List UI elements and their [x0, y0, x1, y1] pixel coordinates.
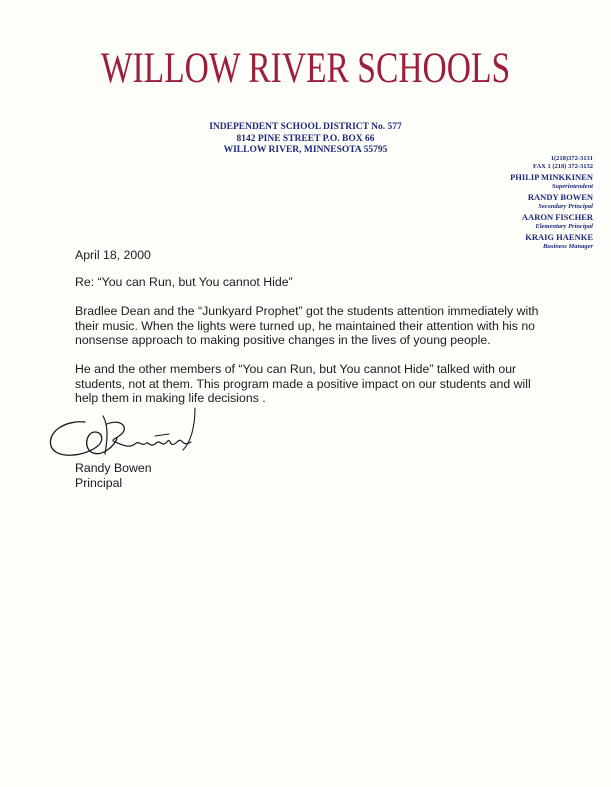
phone-number: 1(218)372-3131: [550, 155, 593, 162]
handwritten-signature: [45, 402, 225, 466]
staff-name: RANDY BOWEN: [527, 192, 593, 202]
signer-title: Principal: [75, 476, 123, 490]
district-address-block: [0, 122, 611, 157]
staff-role: Secondary Principal: [538, 203, 593, 210]
staff-name: KRAIG HAENKE: [525, 232, 593, 242]
district-line: INDEPENDENT SCHOOL DISTRICT No. 577: [209, 122, 402, 132]
fax-number: FAX 1 (218) 372-3132: [533, 163, 593, 170]
letter-paragraph-1: Bradlee Dean and the “Junkyard Prophet” got the students attention immediately with their music. When the lights were turned up, he maintained their attention with his no nonsense approach to making positive changes in the lives of young people.: [75, 304, 539, 347]
signer-name: Randy Bowen: [75, 461, 152, 475]
staff-role: Superintendent: [551, 183, 593, 190]
staff-role: Business Manager: [542, 243, 593, 250]
staff-role: Elementary Principal: [535, 223, 593, 230]
staff-name: PHILIP MINKKINEN: [510, 172, 593, 182]
letter-paragraph-2: He and the other members of “You can Run, but You cannot Hide” talked with our students, not at them. This program made a positive impact on our students and will help them in making life decisions .: [75, 362, 531, 405]
city-line: WILLOW RIVER, MINNESOTA 55795: [223, 145, 388, 155]
letter-date: April 18, 2000: [75, 248, 151, 262]
staff-name: AARON FISCHER: [521, 212, 593, 222]
address-line: 8142 PINE STREET P.O. BOX 66: [236, 133, 375, 144]
letter-subject: Re: “You can Run, but You cannot Hide”: [75, 275, 293, 289]
school-name-heading: WILLOW RIVER SCHOOLS: [100, 45, 511, 92]
staff-directory: [393, 155, 593, 251]
